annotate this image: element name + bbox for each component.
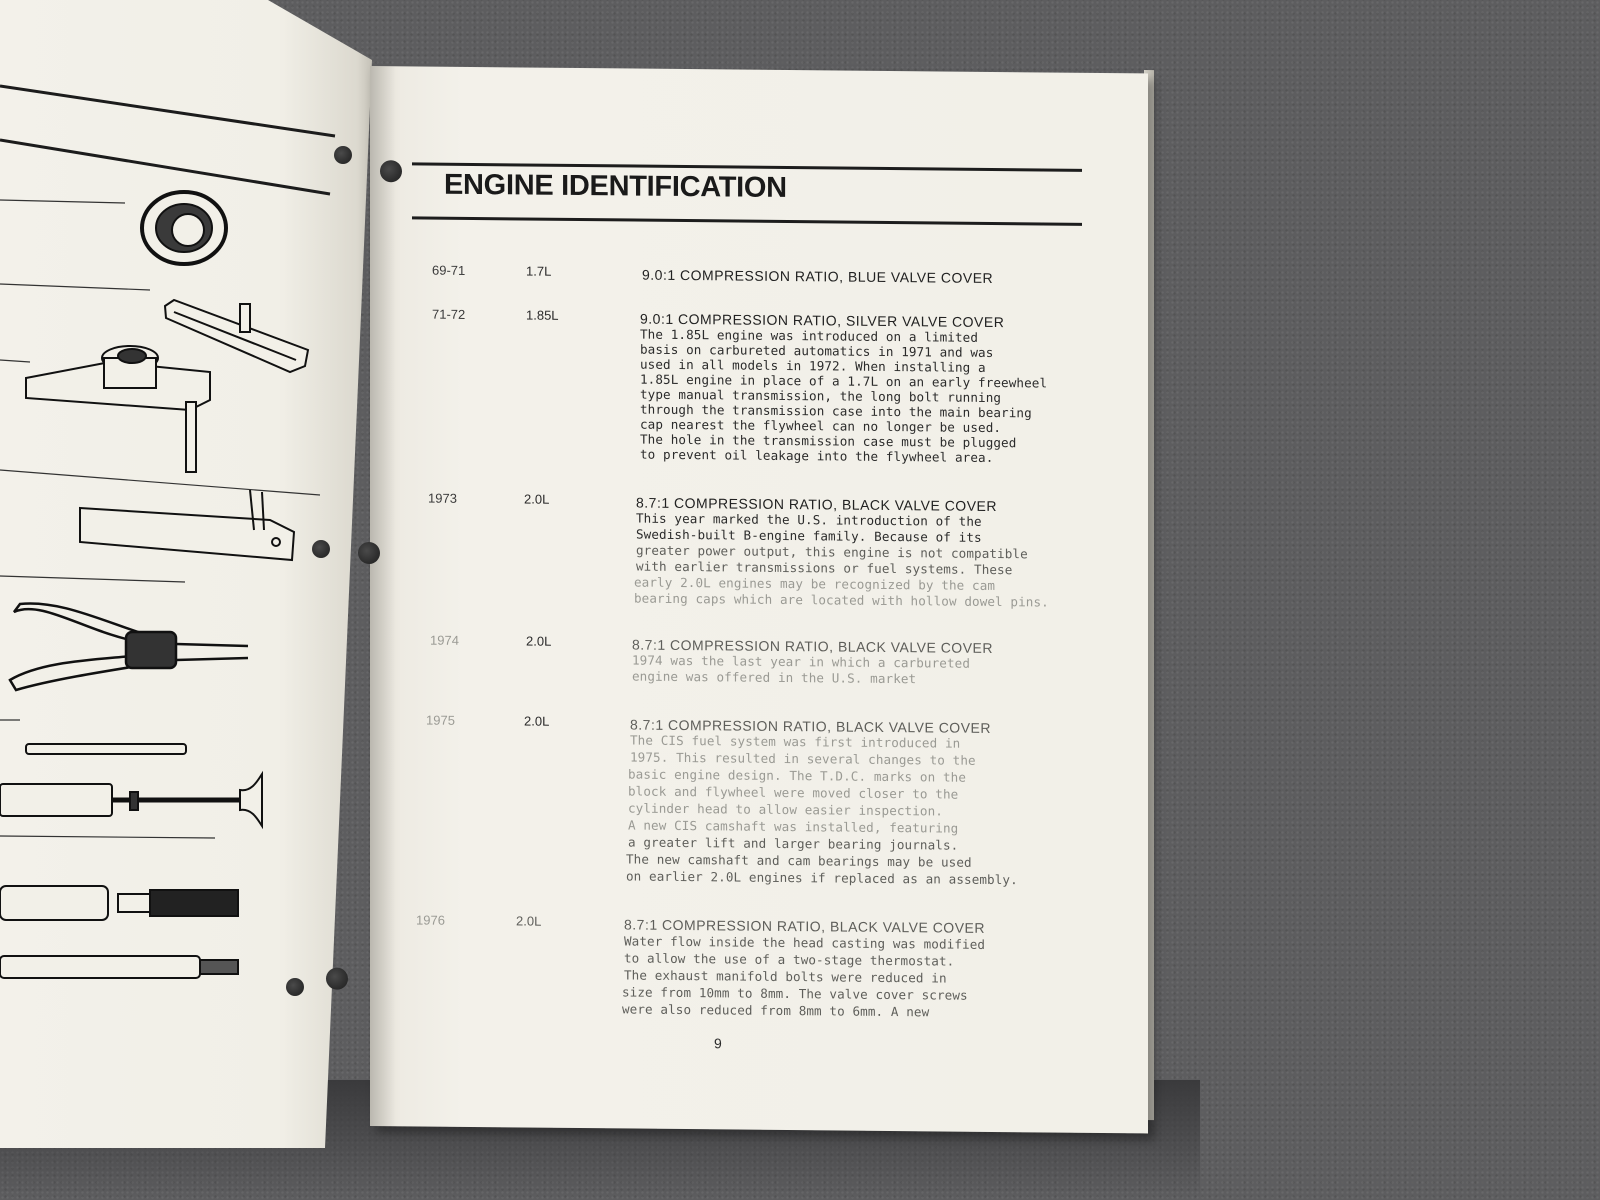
- entry-text-line: A new CIS camshaft was installed, featuring: [628, 817, 959, 836]
- entry-headline: 8.7:1 COMPRESSION RATIO, BLACK VALVE COVER: [636, 494, 997, 515]
- valve-tool-icon: [0, 744, 262, 826]
- entry-headline: 9.0:1 COMPRESSION RATIO, BLUE VALVE COVER: [642, 266, 994, 286]
- entry-text-line: basic engine design. The T.D.C. marks on the: [628, 766, 967, 785]
- entry-displacement: 2.0L: [516, 913, 542, 929]
- entry-displacement: 2.0L: [524, 713, 550, 729]
- entry-text-line: The exhaust manifold bolts were reduced in: [624, 967, 947, 986]
- engine-entry: [370, 306, 1148, 465]
- entry-text-line: 1974 was the last year in which a carbureted: [632, 652, 971, 671]
- entry-year: 1973: [428, 490, 457, 506]
- entry-headline: 8.7:1 COMPRESSION RATIO, BLACK VALVE COVER: [632, 636, 993, 656]
- entry-year: 69-71: [432, 262, 466, 278]
- entry-headline: 8.7:1 COMPRESSION RATIO, BLACK VALVE COVER: [630, 716, 991, 736]
- entry-text-line: with earlier transmissions or fuel systems. These: [636, 558, 1013, 578]
- entry-text-line: to prevent oil leakage into the flywheel area.: [640, 446, 994, 465]
- entry-headline: 9.0:1 COMPRESSION RATIO, SILVER VALVE COVER: [640, 310, 1005, 331]
- punch-hole: [312, 540, 330, 558]
- gutter-shadow: [370, 66, 396, 1126]
- entry-text-line: were also reduced from 8mm to 6mm. A new: [622, 1001, 930, 1020]
- engine-entry: [370, 632, 1148, 687]
- engine-entry: [370, 262, 1148, 286]
- entry-text-line: The 1.85L engine was introduced on a limited: [640, 326, 979, 345]
- entry-text-line: The hole in the transmission case must be plugged: [640, 431, 1017, 451]
- entry-displacement: 2.0L: [524, 491, 550, 507]
- entry-text-line: on earlier 2.0L engines if replaced as an assembly.: [626, 868, 1018, 888]
- tool-illustrations: [0, 0, 372, 1148]
- punch-hole: [358, 542, 380, 564]
- entry-text-line: used in all models in 1972. When installing a: [640, 356, 986, 375]
- engine-entry: [370, 912, 1148, 1020]
- entry-text-line: block and flywheel were moved closer to the: [628, 783, 959, 802]
- punch-hole: [286, 978, 304, 996]
- entry-year: 1974: [430, 632, 459, 648]
- drift-tool-icon: [0, 886, 238, 920]
- entry-text-line: type manual transmission, the long bolt running: [640, 386, 1002, 406]
- entry-year: 1976: [416, 912, 445, 928]
- entry-text-line: through the transmission case into the main bearing: [640, 401, 1032, 421]
- entry-text-line: greater power output, this engine is not compatible: [636, 542, 1028, 562]
- entry-text-line: a greater lift and larger bearing journals.: [628, 834, 959, 853]
- entry-text-line: The CIS fuel system was first introduced in: [630, 732, 961, 751]
- entry-text-line: Water flow inside the head casting was modified: [624, 933, 986, 952]
- punch-hole: [380, 160, 402, 182]
- entry-text-line: early 2.0L engines may be recognized by the cam: [634, 574, 996, 594]
- clamp-plate-tool-icon: [26, 346, 210, 472]
- extension-bar-icon: [0, 956, 238, 978]
- punch-hole: [334, 146, 352, 164]
- entry-text-line: size from 10mm to 8mm. The valve cover screws: [622, 984, 968, 1003]
- right-page: [370, 66, 1148, 1133]
- socket-tool-icon: [142, 192, 226, 264]
- left-page: [0, 0, 372, 1148]
- entry-text-line: The new camshaft and cam bearings may be used: [626, 851, 972, 870]
- page-title: ENGINE IDENTIFICATION: [444, 168, 787, 205]
- entry-text-line: This year marked the U.S. introduction of the: [636, 510, 982, 529]
- bar-tool-icon: [165, 300, 308, 372]
- entry-text-line: 1.85L engine in place of a 1.7L on an early freewheel: [640, 371, 1048, 391]
- entry-displacement: 1.85L: [526, 307, 559, 323]
- entry-text-line: cylinder head to allow easier inspection.: [628, 800, 943, 819]
- page-number: 9: [714, 1035, 722, 1052]
- entry-text-line: bearing caps which are located with hollow dowel pins.: [634, 590, 1049, 610]
- title-rule-bottom: [412, 216, 1082, 225]
- entry-text-line: 1975. This resulted in several changes to the: [630, 749, 976, 768]
- entry-displacement: 1.7L: [526, 263, 552, 279]
- engine-entry: [370, 490, 1148, 610]
- engine-entry: [370, 712, 1148, 888]
- gauge-tool-icon: [80, 490, 294, 560]
- entry-text-line: to allow the use of a two-stage thermostat.: [624, 950, 955, 969]
- pliers-icon: [10, 603, 248, 690]
- entry-text-line: engine was offered in the U.S. market: [632, 668, 917, 687]
- entry-text-line: Swedish-built B-engine family. Because of its: [636, 526, 982, 545]
- entry-year: 71-72: [432, 306, 466, 322]
- entry-text-line: basis on carbureted automatics in 1971 and was: [640, 341, 994, 360]
- entry-text-line: cap nearest the flywheel can no longer be used.: [640, 416, 1002, 436]
- entry-displacement: 2.0L: [526, 633, 552, 649]
- entry-headline: 8.7:1 COMPRESSION RATIO, BLACK VALVE COVER: [624, 916, 985, 936]
- entry-year: 1975: [426, 712, 455, 728]
- punch-hole: [326, 968, 348, 990]
